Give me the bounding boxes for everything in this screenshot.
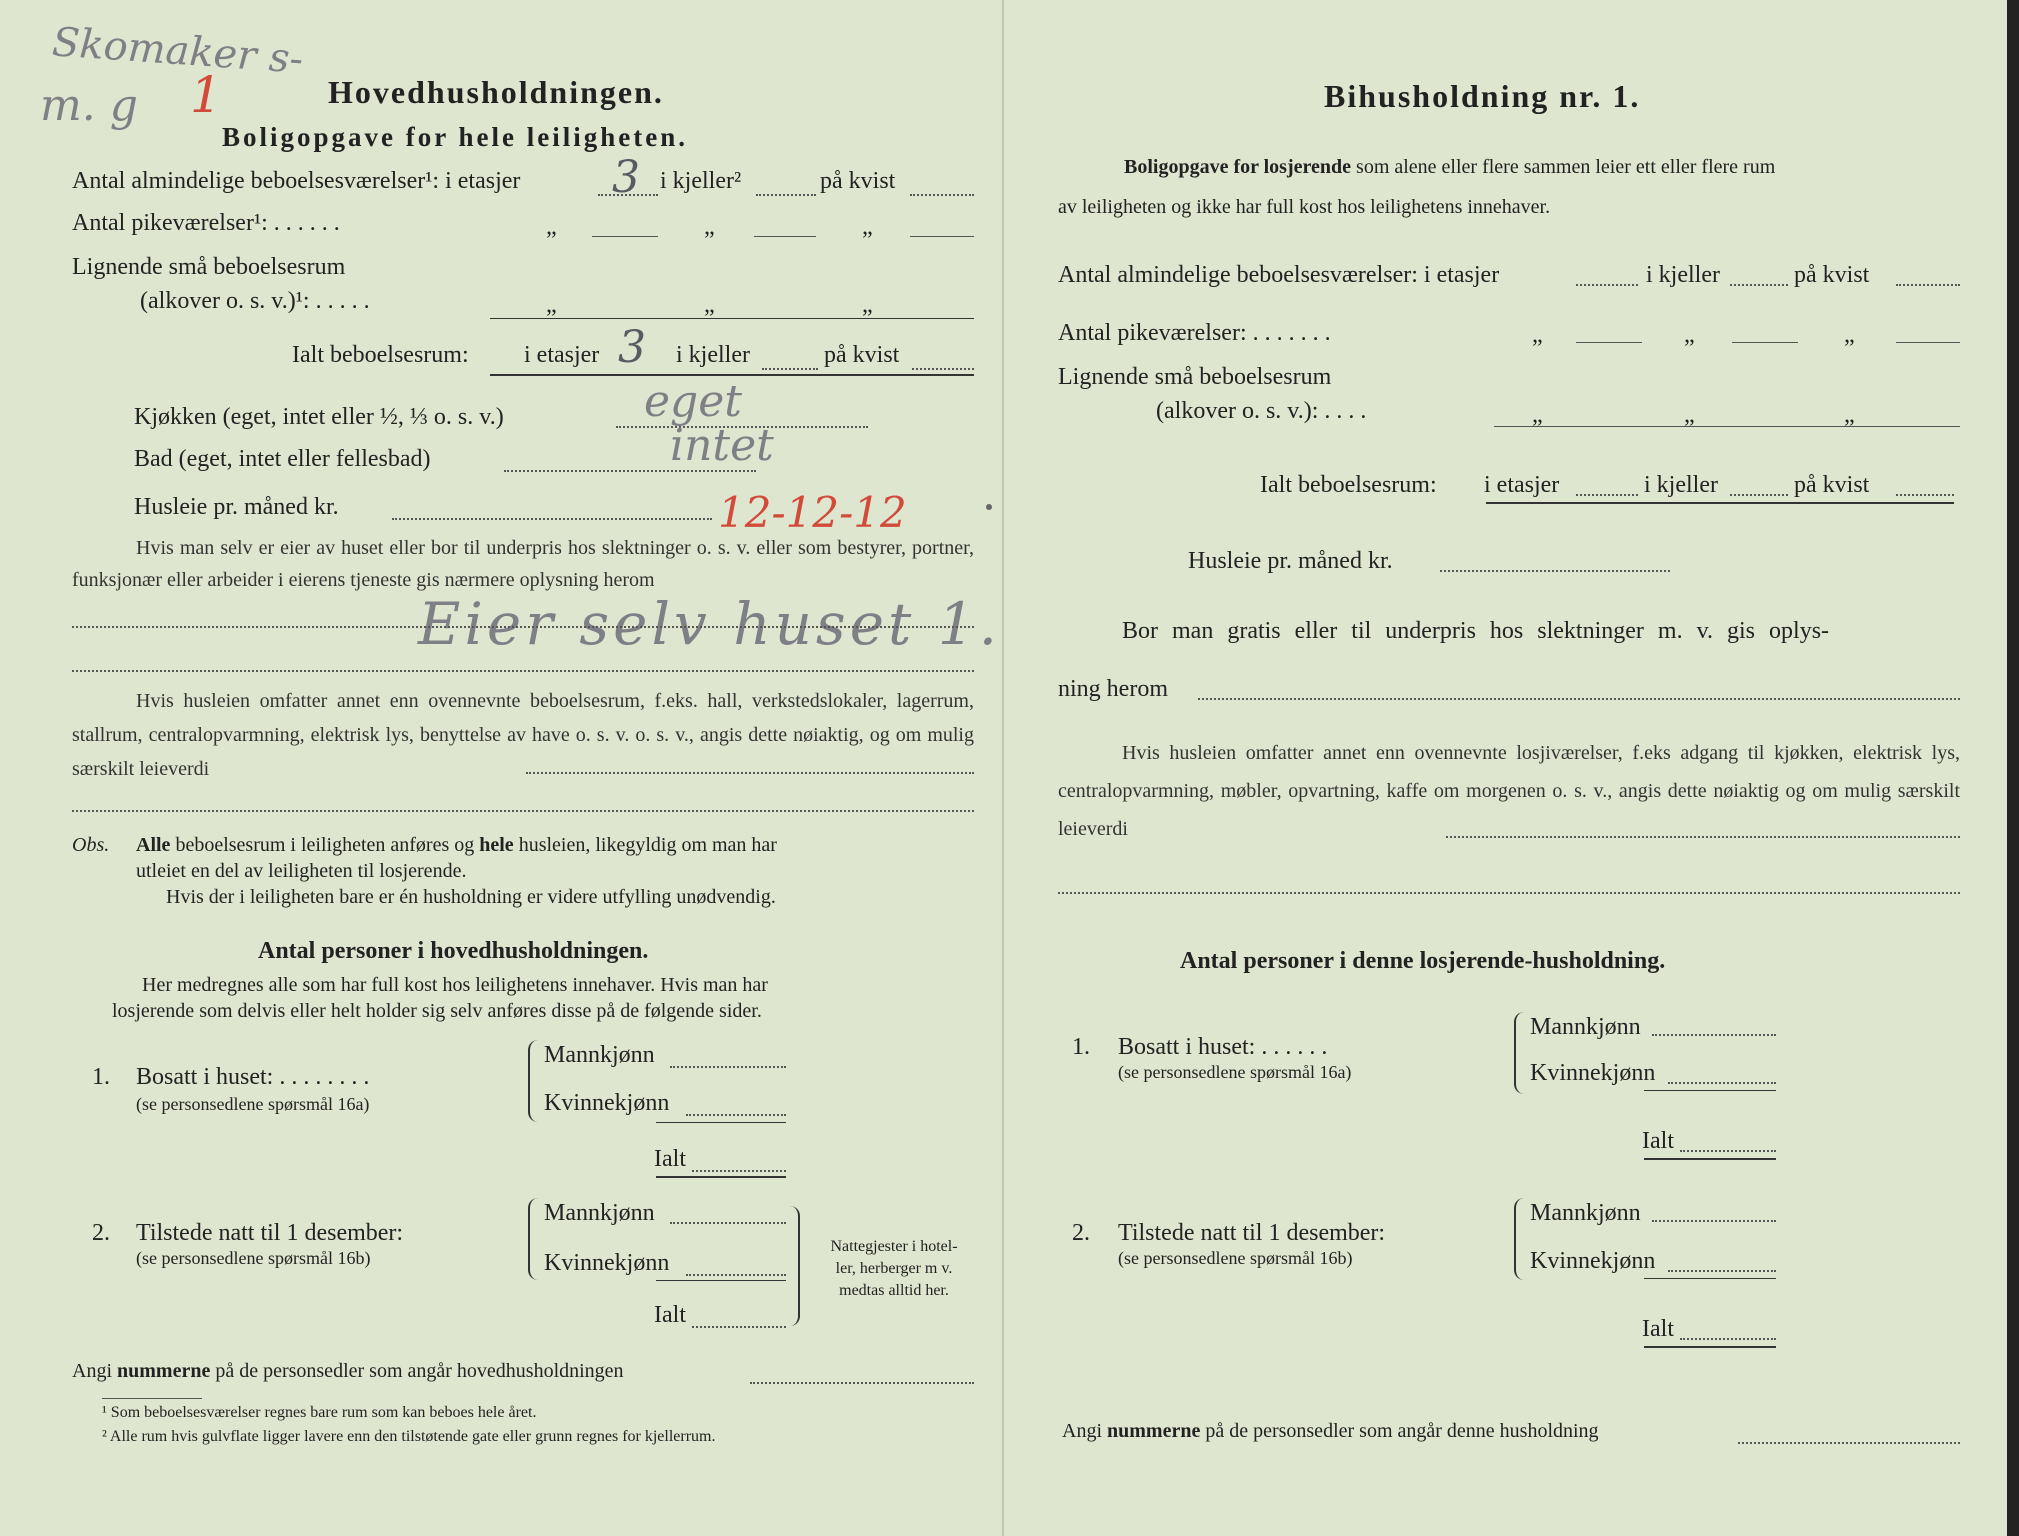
r-q2-total-line [1680,1338,1776,1340]
handwritten-red-mark: 1 [190,66,222,124]
r-small-rooms-label-2: (alkover o. s. v.): . . . . [1156,398,1367,424]
footnote-2: ² Alle rum hvis gulvflate ligger lavere enn den tilstøtende gate eller grunn regnes for kjellerrum. [102,1428,716,1445]
numbers-rest: på de personsedler som angår hovedhusholdningen [215,1360,624,1382]
r-gratis-line-2: ning herom [1058,676,1168,702]
r-numbers-fill-line [1738,1442,1960,1444]
q2-right-brace [786,1206,800,1326]
r-q1-total-line [1680,1150,1776,1152]
persons-title: Antal personer i hovedhusholdningen. [258,938,649,964]
numbers-line [72,1360,624,1383]
q1-number: 1. [92,1064,110,1090]
r-total-underline [1486,502,1954,504]
kitchen-label: Kjøkken (eget, intet eller ½, ⅓ o. s. v.) [134,404,504,430]
r-q1-brace [1514,1012,1526,1094]
r-ditto-5: „ [1684,402,1695,428]
r-total-kvist-line [1896,494,1954,496]
ditto-1: „ [546,214,557,240]
r-q1-female-line [1668,1082,1776,1084]
q2-total-label: Ialt [654,1302,686,1328]
r-maid-kvist-line [1896,342,1960,343]
total-rooms-label: Ialt beboelsesrum: [292,342,469,368]
lodger-intro-line-2: av leiligheten og ikke har full kost hos leilighetens innehaver. [1058,196,1551,218]
r-rooms-kjeller-line [1730,284,1788,286]
obs-line-2: utleiet en del av leiligheten til losjerende. [136,860,467,882]
ditto-2: „ [704,214,715,240]
r-q2-total-underline [1644,1346,1776,1348]
kitchen-value: eget [644,376,742,427]
persons-text-1: Her medregnes alle som har full kost hos leilighetens innehaver. Hvis man har [142,974,768,996]
q1-male-line [670,1066,786,1068]
r-q2-total-label: Ialt [1642,1316,1674,1342]
r-q1-sum-line [1644,1090,1776,1091]
q2-total-line [692,1326,786,1328]
rent-value: 12-12-12 [718,488,907,537]
total-etasjer-label: i etasjer [524,342,600,368]
r-maid-rooms-label: Antal pikeværelser: . . . . . . . [1058,320,1331,346]
r-q2-number: 2. [1072,1220,1090,1246]
numbers-angi: Angi [72,1360,112,1382]
obs-label: Obs. [72,834,110,856]
r-q1-label: Bosatt i huset: . . . . . . [1118,1034,1328,1060]
footnote-rule [102,1398,202,1399]
r-rooms-label: Antal almindelige beboelsesværelser: i etasjer [1058,262,1500,288]
r-q2-male-label: Mannkjønn [1530,1200,1641,1226]
q2-male-label: Mannkjønn [544,1200,655,1226]
q1-brace [528,1040,540,1122]
rooms-kjeller-label: i kjeller² [660,168,742,194]
q2-sub: (se personsedlene spørsmål 16b) [136,1248,371,1268]
rooms-label: Antal almindelige beboelsesværelser¹: i etasjer [72,168,521,194]
r-q2-male-line [1652,1220,1776,1222]
bath-label: Bad (eget, intet eller fellesbad) [134,446,431,472]
page-fold-divider [1002,0,1004,1536]
obs-text-a: beboelsesrum i leiligheten anføres og [175,834,475,856]
maid-kjeller-line [754,236,816,237]
owner-info-text: Hvis man selv er eier av huset eller bor til underpris hos slektninger o. s. v. eller som bestyrer, portner, funksjonær eller arbeider i eierens tjeneste gis nærmere oplysning herom [72,537,974,591]
small-rooms-label-2: (alkover o. s. v.)¹: . . . . . [140,288,370,314]
r-q1-male-line [1652,1034,1776,1036]
r-numbers-bold: nummerne [1107,1420,1201,1442]
r-gratis-line-1: Bor man gratis eller til underpris hos slektninger m. v. gis oplys- [1122,618,1830,644]
r-rent-includes-text: Hvis husleien omfatter annet enn ovennevnte losjiværelser, f.eks adgang til kjøkken, elektrisk lys, centralopvarmning, møbler, opvartning, kaffe om morgenen o. s. v., angis dette nøiaktig og om mulig særskilt leieverdi [1058,742,1960,840]
r-q2-brace [1514,1198,1526,1280]
r-rooms-kvist-label: på kvist [1794,262,1870,288]
q2-number: 2. [92,1220,110,1246]
scan-edge [2007,0,2019,1536]
maid-kvist-line [910,236,974,237]
handwritten-occupation: Skomaker s- [50,19,305,83]
q2-label: Tilstede natt til 1 desember: [136,1220,404,1246]
total-kvist-line [912,368,974,370]
rent-includes-line-2 [72,810,974,812]
r-q1-total-label: Ialt [1642,1128,1674,1154]
owner-info-line-2 [72,670,974,672]
rooms-etasjer-line [598,194,658,196]
q1-female-label: Kvinnekjønn [544,1090,670,1116]
obs-bold-alle: Alle [136,834,171,856]
r-q2-female-label: Kvinnekjønn [1530,1248,1656,1274]
r-total-kjeller-label: i kjeller [1644,472,1718,498]
r-q1-total-underline [1644,1158,1776,1160]
bath-value: intet [670,420,774,471]
r-q2-sum-line [1644,1278,1776,1279]
rent-includes-text: Hvis husleien omfatter annet enn ovennevnte beboelsesrum, f.eks. hall, verkstedslokaler, lagerrum, stallrum, centralopvarmning, elektrisk lys, benyttelse av have o. s. v. o. s. v., angis dette nøiaktig, og om mulig særskilt leieverdi [72,690,974,780]
r-q1-male-label: Mannkjønn [1530,1014,1641,1040]
r-ditto-6: „ [1844,402,1855,428]
rooms-etasjer-value: 3 [612,152,640,203]
maid-etasjer-line [592,236,658,237]
small-rooms-label: Lignende små beboelsesrum [72,254,346,280]
owner-info-line-1 [72,626,974,628]
r-total-etasjer-line [1576,494,1638,496]
ink-dot [986,504,992,510]
q2-female-line [686,1274,786,1276]
q1-total-line [692,1170,786,1172]
r-q2-label: Tilstede natt til 1 desember: [1118,1220,1386,1246]
rooms-kvist-line [910,194,974,196]
r-rooms-etasjer-line [1576,284,1638,286]
r-q1-sub: (se personsedlene spørsmål 16a) [1118,1062,1352,1082]
q2-brace [528,1198,540,1280]
night-guests-note-3: medtas alltid her. [839,1282,949,1299]
r-rooms-kvist-line [1896,284,1960,286]
lodger-intro-bold: Boligopgave for losjerende [1124,156,1352,178]
r-maid-etasjer-line [1576,342,1642,343]
r-q1-female-label: Kvinnekjønn [1530,1060,1656,1086]
night-guests-note-1: Nattegjester i hotel- [830,1238,958,1255]
rent-label: Husleie pr. måned kr. [134,494,339,520]
r-total-kvist-label: på kvist [1794,472,1870,498]
main-household-subtitle: Boligopgave for hele leiligheten. [222,122,688,152]
lodger-intro-rest: som alene eller flere sammen leier ett eller flere rum [1356,156,1776,178]
obs-line-3: Hvis der i leiligheten bare er én husholdning er videre utfylling unødvendig. [166,886,776,908]
q1-sum-line [656,1122,786,1123]
q2-sum-line [656,1280,786,1281]
obs-text-b: husleien, likegyldig om man har [518,834,777,856]
r-total-kjeller-line [1730,494,1788,496]
r-rent-label: Husleie pr. måned kr. [1188,548,1393,574]
numbers-bold: nummerne [117,1360,211,1382]
bath-line [504,470,756,472]
r-numbers-angi: Angi [1062,1420,1102,1442]
footnote-1: ¹ Som beboelsesværelser regnes bare rum som kan beboes hele året. [102,1404,537,1421]
r-ditto-2: „ [1684,322,1695,348]
r-small-rooms-underline [1494,426,1960,427]
total-kjeller-label: i kjeller [676,342,750,368]
r-rooms-kjeller-label: i kjeller [1646,262,1720,288]
r-q2-female-line [1668,1270,1776,1272]
r-rent-includes-line-1 [1446,836,1960,838]
r-total-etasjer-label: i etasjer [1484,472,1560,498]
rooms-kjeller-line [756,194,816,196]
total-kvist-label: på kvist [824,342,900,368]
handwritten-initials: m. g [40,80,138,131]
r-gratis-fill-line [1198,698,1960,700]
r-numbers-rest: på de personsedler som angår denne husholdning [1205,1420,1599,1442]
r-rent-line [1440,570,1670,572]
r-maid-kjeller-line [1732,342,1798,343]
ditto-3: „ [862,214,873,240]
numbers-fill-line [750,1382,974,1384]
q1-male-label: Mannkjønn [544,1042,655,1068]
q1-female-line [686,1114,786,1116]
maid-rooms-label: Antal pikeværelser¹: . . . . . . [72,210,340,236]
q1-total-underline [656,1176,786,1178]
r-q2-sub: (se personsedlene spørsmål 16b) [1118,1248,1353,1268]
obs-bold-hele: hele [479,834,514,856]
total-kjeller-line [762,368,818,370]
r-numbers-line [1062,1420,1599,1443]
ditto-4: „ [546,292,557,318]
persons-text-2: losjerende som delvis eller helt holder sig selv anføres disse på de følgende sider. [112,1000,762,1022]
r-rent-includes-line-2 [1058,892,1960,894]
ditto-6: „ [862,292,873,318]
q1-label: Bosatt i huset: . . . . . . . . [136,1064,370,1090]
r-ditto-1: „ [1532,322,1543,348]
owner-info-value: Eier selv huset 1. [418,590,1002,658]
obs-line-1 [136,834,777,857]
sub-household-title: Bihusholdning nr. 1. [1324,78,1641,114]
ditto-5: „ [704,292,715,318]
r-ditto-4: „ [1532,402,1543,428]
q1-sub: (se personsedlene spørsmål 16a) [136,1094,370,1114]
night-guests-note-2: ler, herberger m v. [835,1260,953,1277]
r-persons-title: Antal personer i denne losjerende-husholdning. [1180,948,1666,974]
rent-includes-line-1 [526,772,974,774]
r-total-rooms-label: Ialt beboelsesrum: [1260,472,1437,498]
r-q1-number: 1. [1072,1034,1090,1060]
q2-female-label: Kvinnekjønn [544,1250,670,1276]
lodger-intro-line-1 [1124,156,1775,179]
rent-line [392,518,712,520]
r-ditto-3: „ [1844,322,1855,348]
q1-total-label: Ialt [654,1146,686,1172]
total-etasjer-value: 3 [618,322,646,373]
r-small-rooms-label: Lignende små beboelsesrum [1058,364,1332,390]
q2-male-line [670,1222,786,1224]
small-rooms-underline [490,318,974,319]
rooms-kvist-label: på kvist [820,168,896,194]
main-household-title: Hovedhusholdningen. [328,74,664,110]
